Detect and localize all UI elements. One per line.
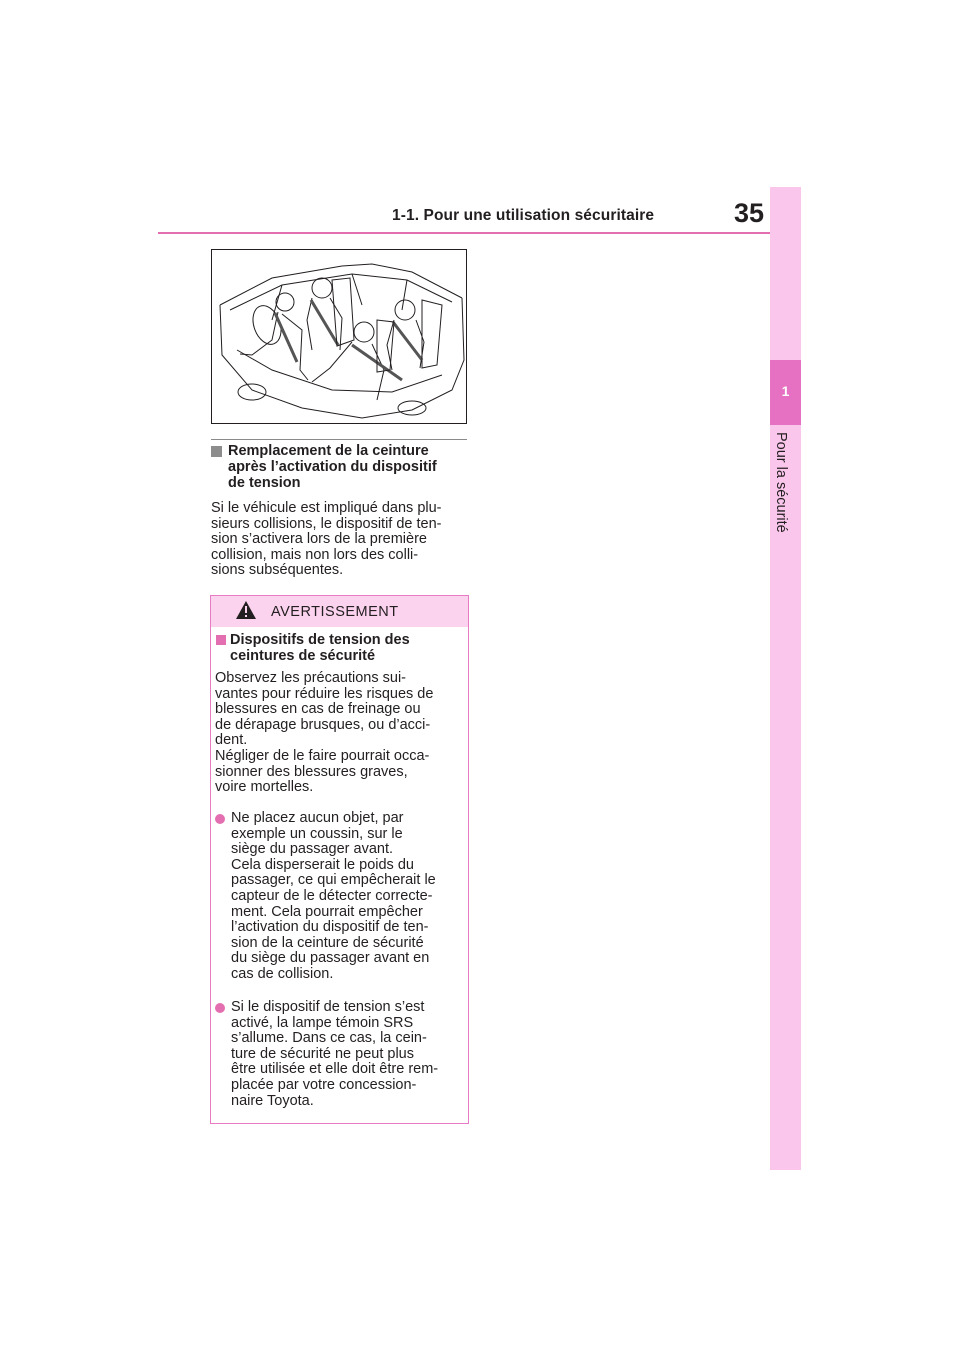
bullet-line: sion de la ceinture de sécurité — [231, 934, 424, 951]
subheading-line: Dispositifs de tension des — [230, 632, 410, 648]
paragraph-line: vantes pour réduire les risques de — [215, 685, 434, 702]
paragraph-line: sionner des blessures graves, — [215, 763, 408, 780]
pink-dot-icon — [215, 814, 225, 824]
heading-line: Remplacement de la ceinture — [228, 443, 429, 459]
bullet-line: exemple un coussin, sur le — [231, 825, 403, 842]
bullet-line: placée par votre concession- — [231, 1076, 417, 1093]
body-line: Si le véhicule est impliqué dans plu- — [211, 500, 442, 516]
heading-line: après l’activation du dispositif — [228, 459, 437, 475]
warning-header — [211, 596, 468, 627]
warning-paragraph — [215, 671, 470, 796]
chapter-side-tab — [770, 187, 801, 1170]
chapter-number: 1 — [781, 383, 790, 399]
body-line: sion s’activera lors de la première — [211, 531, 427, 548]
bullet-line: Ne placez aucun objet, par — [231, 810, 404, 826]
bullet-line: ment. Cela pourrait empêcher — [231, 903, 423, 920]
warning-triangle-icon — [235, 600, 257, 620]
warning-title: AVERTISSEMENT — [271, 604, 399, 620]
paragraph-line: Observez les précautions sui- — [215, 670, 406, 686]
paragraph-line: Négliger de le faire pourrait occa- — [215, 747, 430, 764]
paragraph-line: blessures en cas de freinage ou — [215, 701, 421, 718]
section-heading — [211, 443, 471, 491]
square-marker-icon — [216, 635, 226, 645]
bullet-line: être utilisée et elle doit être rem- — [231, 1061, 439, 1078]
chapter-name: Pour la sécurité — [773, 432, 789, 533]
section-title: 1-1. Pour une utilisation sécuritaire — [392, 207, 655, 224]
bullet-line: naire Toyota. — [231, 1092, 314, 1109]
page-number: 35 — [734, 198, 765, 228]
bullet-line: capteur de le détecter correcte- — [231, 887, 433, 904]
bullet-line: ture de sécurité ne peut plus — [231, 1045, 414, 1062]
body-line: collision, mais non lors des colli- — [211, 546, 419, 563]
body-line: sieurs collisions, le dispositif de ten- — [211, 515, 442, 532]
section-divider — [211, 439, 467, 440]
paragraph-line: dent. — [215, 732, 248, 749]
seatbelt-occupants-illustration — [211, 249, 467, 424]
header-rule — [158, 232, 770, 234]
bullet-line: s’allume. Dans ce cas, la cein- — [231, 1030, 427, 1047]
bullet-line: activé, la lampe témoin SRS — [231, 1014, 414, 1031]
body-line: sions subséquentes. — [211, 562, 344, 579]
warning-bullet — [215, 811, 467, 983]
bullet-line: cas de collision. — [231, 965, 334, 982]
subheading-line: ceintures de sécurité — [230, 648, 376, 664]
heading-line: de tension — [228, 475, 301, 491]
bullet-line: l’activation du dispositif de ten- — [231, 919, 429, 936]
bullet-line: Si le dispositif de tension s’est — [231, 999, 425, 1015]
warning-subheading — [215, 632, 465, 664]
paragraph-line: voire mortelles. — [215, 779, 314, 796]
paragraph-line: de dérapage brusques, ou d’acci- — [215, 716, 431, 733]
square-marker-icon — [211, 446, 222, 457]
warning-bullet — [215, 1000, 467, 1109]
bullet-line: passager, ce qui empêcherait le — [231, 872, 436, 889]
bullet-line: Cela disperserait le poids du — [231, 856, 414, 873]
pink-dot-icon — [215, 1003, 225, 1013]
section-body — [211, 501, 476, 579]
bullet-line: siège du passager avant. — [231, 841, 394, 858]
warning-box — [210, 595, 469, 1124]
bullet-line: du siège du passager avant en — [231, 950, 430, 967]
